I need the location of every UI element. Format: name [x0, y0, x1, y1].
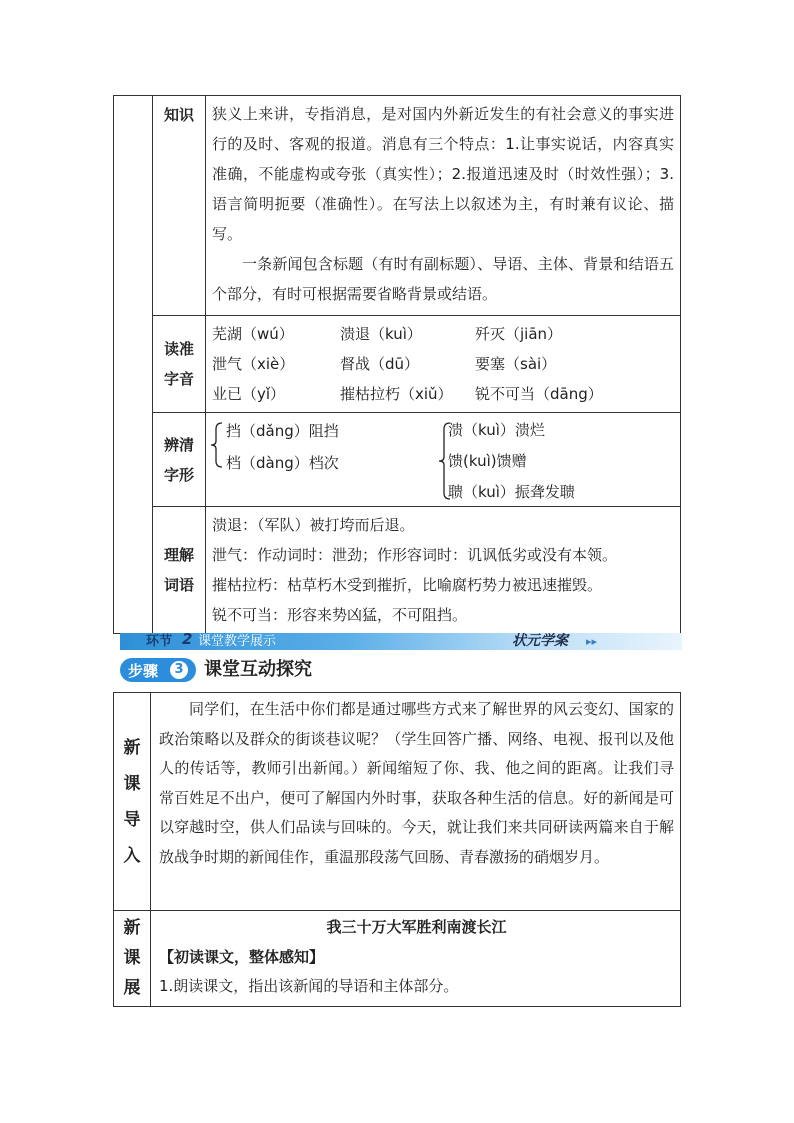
pronunciation-content [206, 316, 681, 413]
pronunciation-label: 读准 字音 [153, 316, 206, 413]
section-banner [120, 630, 682, 650]
left-brace-icon [210, 421, 224, 469]
banner-right-label: 状元学案 [512, 633, 568, 649]
pron-row: 业已（yǐ） 摧枯拉朽（xiǔ） 锐不可当（dāng） [212, 385, 603, 403]
step-pill [120, 658, 196, 682]
knowledge-content [206, 96, 681, 316]
knowledge-table [113, 95, 681, 634]
glyphs-content [206, 413, 681, 507]
glyph-right-item: 溃（kuì）溃烂 [448, 421, 545, 439]
step-title: 课堂互动探究 [204, 659, 312, 680]
lesson-label: 新 课 展 [114, 911, 151, 1007]
step-number: 3 [170, 661, 188, 679]
intro-content [151, 693, 681, 911]
lesson-content [151, 911, 681, 1007]
word-item: 溃退：（军队）被打垮而后退。 [212, 516, 415, 534]
step-prefix: 步骤 [128, 662, 159, 680]
lesson-title: 我三十万大军胜利南渡长江 [326, 918, 507, 936]
glyph-right-item: 馈(kuì)馈赠 [448, 452, 527, 470]
banner-number: 2 [182, 630, 193, 648]
pron-row: 泄气（xiè） 督战（dū） 要塞（sài） [212, 355, 557, 373]
left-margin-cell [114, 96, 153, 634]
glyph-left-item: 挡（dǎng）阻挡 [226, 422, 339, 440]
glyph-right-item: 聩（kuì）振聋发聩 [448, 483, 575, 501]
knowledge-para-2: 一条新闻包含标题（有时有副标题）、导语、主体、背景和结语五个部分，有时可根据需要省略背景或结语。 [212, 255, 674, 303]
banner-title: 课堂教学展示 [198, 634, 277, 649]
lesson-section: 【初读课文，整体感知】 [159, 947, 325, 966]
words-content [206, 507, 681, 634]
knowledge-label: 知识 [153, 96, 206, 316]
lesson-task: 1.朗读课文，指出该新闻的导语和主体部分。 [159, 977, 459, 995]
banner-prefix: 环节 [146, 634, 173, 649]
intro-label: 新 课 导 入 [114, 693, 151, 911]
glyphs-label: 辨清 字形 [153, 413, 206, 507]
arrow-icon: ▸▸ [586, 635, 598, 648]
lesson-table [113, 692, 681, 1007]
words-label: 理解 词语 [153, 507, 206, 634]
glyph-left-item: 档（dàng）档次 [226, 454, 339, 472]
knowledge-para-1: 狭义上来讲，专指消息，是对国内外新近发生的有社会意义的事实进行的及时、客观的报道。消息有三个特点：1.让事实说话，内容真实准确，不能虚构或夸张（真实性）；2.报道迅速及时（时效性强）；3.语言简明扼要（准确性）。在写法上以叙述为主，有时兼有议论、描写。 [212, 105, 674, 243]
pron-row: 芜湖（wú） 溃退（kuì） 歼灭（jiān） [212, 325, 563, 343]
word-item: 摧枯拉朽：枯草朽木受到摧折，比喻腐朽势力被迅速摧毁。 [212, 576, 603, 594]
intro-text: 同学们，在生活中你们都是通过哪些方式来了解世界的风云变幻、国家的政治策略以及群众的街谈巷议呢？（学生回答广播、网络、电视、报刊以及他人的传话等，教师引出新闻。）新闻缩短了你、我、他之间的距离。让我们寻常百姓足不出户，便可了解国内外时事，获取各种生活的信息。好的新闻是可以穿越时空，供人们品读与回味的。今天，就让我们来共同研读两篇来自于解放战争时期的新闻佳作，重温那段荡气回肠、青春激扬的硝烟岁月。 [159, 700, 674, 866]
word-item: 泄气：作动词时：泄劲；作形容词时：讥讽低劣或没有本领。 [212, 546, 618, 564]
word-item: 锐不可当：形容来势凶猛，不可阻挡。 [212, 606, 468, 624]
